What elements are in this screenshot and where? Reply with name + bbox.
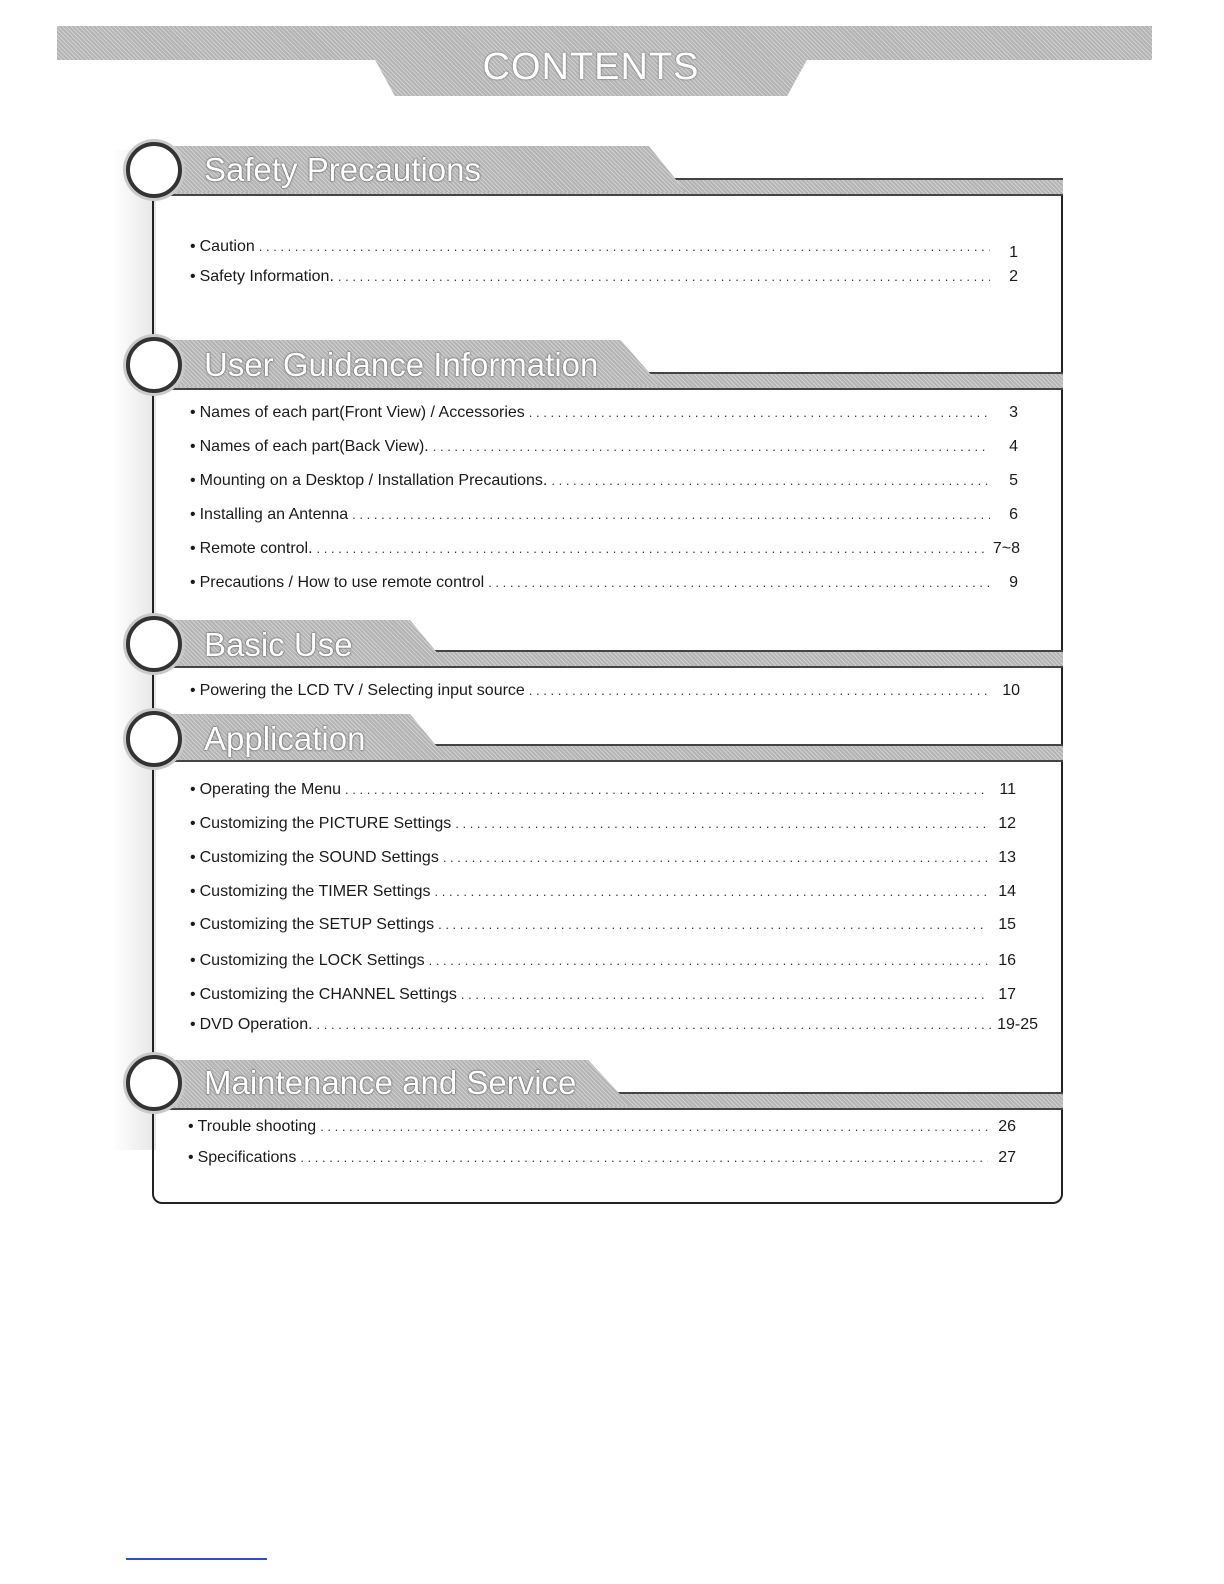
toc-entry[interactable]: • Caution . . . 1: [190, 238, 1018, 256]
toc-entry-label: Safety Information.: [199, 268, 334, 285]
toc-entry-label: Customizing the SOUND Settings: [199, 849, 439, 866]
dot-leader: [317, 541, 989, 556]
dot-leader: [443, 850, 988, 865]
dot-leader: [438, 917, 988, 932]
toc-entry[interactable]: • Names of each part(Back View). . . . 4: [190, 438, 1018, 456]
footer-line: [126, 1558, 267, 1560]
toc-entry-label: Trouble shooting: [197, 1118, 317, 1135]
dot-leader: [529, 405, 990, 420]
toc-entry-label: Caution: [199, 238, 255, 255]
toc-entry-label: Names of each part(Front View) / Accessories: [199, 404, 525, 421]
section-circle: [126, 616, 182, 672]
page-title: CONTENTS: [482, 46, 700, 88]
toc-entry-label: Names of each part(Back View).: [199, 438, 429, 455]
toc-entry[interactable]: • Installing an Antenna . . . 6: [190, 506, 1018, 524]
toc-entry-page: 4: [1009, 438, 1018, 455]
toc-entry-page: 6: [1009, 506, 1018, 523]
toc-entry-label: Installing an Antenna: [199, 506, 349, 523]
dot-leader: [433, 439, 990, 454]
dot-leader: [320, 1119, 988, 1134]
dot-leader: [435, 884, 988, 899]
toc-entry[interactable]: • Customizing the LOCK Settings . . . 16: [190, 952, 1016, 970]
toc-entry-label: DVD Operation.: [199, 1016, 313, 1033]
toc-entry-page: 17: [998, 986, 1016, 1003]
dot-leader: [529, 683, 992, 698]
toc-entry-page: 13: [998, 849, 1016, 866]
toc-entry-page: 3: [1009, 404, 1018, 421]
toc-entry-page: 19-25: [997, 1016, 1038, 1033]
dot-leader: [461, 987, 988, 1002]
toc-entry-page: 12: [998, 815, 1016, 832]
toc-entry[interactable]: • Names of each part(Front View) / Accessories . . . 3: [190, 404, 1018, 422]
section-circle: [126, 1055, 182, 1111]
toc-entry-label: Customizing the LOCK Settings: [199, 952, 425, 969]
toc-entry[interactable]: • Powering the LCD TV / Selecting input source . . . 10: [190, 682, 1020, 700]
toc-entry-page: 2: [1009, 268, 1018, 285]
toc-entry[interactable]: • Precautions / How to use remote control . . . 9: [190, 574, 1018, 592]
toc-entry-label: Precautions / How to use remote control: [199, 574, 485, 591]
dot-leader: [259, 239, 990, 254]
toc-entry-label: Remote control.: [199, 540, 313, 557]
toc-entry-label: Operating the Menu: [199, 781, 342, 798]
section-circle: [126, 337, 182, 393]
dot-leader: [455, 816, 988, 831]
toc-entry-label: Customizing the PICTURE Settings: [199, 815, 452, 832]
toc-entry[interactable]: • Specifications . . . 27: [188, 1149, 1016, 1167]
toc-entry[interactable]: • Customizing the SOUND Settings . . . 13: [190, 849, 1016, 867]
section-circle: [126, 142, 182, 198]
toc-entry-page: 7~8: [992, 540, 1020, 557]
section-title: Maintenance and Service: [204, 1064, 577, 1101]
toc-entry-label: Customizing the TIMER Settings: [199, 883, 431, 900]
section-circle: [126, 711, 182, 767]
toc-entry-page: 1: [1009, 244, 1018, 261]
toc-entry-label: Customizing the SETUP Settings: [199, 916, 435, 933]
toc-entry-page: 5: [1009, 472, 1018, 489]
section-title: Safety Precautions: [204, 151, 481, 188]
dot-leader: [488, 575, 990, 590]
toc-entry[interactable]: • Mounting on a Desktop / Installation Precautions. . . . 5: [190, 472, 1018, 490]
dot-leader: [551, 473, 990, 488]
toc-entry-label: Specifications: [197, 1149, 297, 1166]
toc-entry-page: 27: [998, 1149, 1016, 1166]
dot-leader: [352, 507, 990, 522]
toc-entry-page: 16: [998, 952, 1016, 969]
toc-entry[interactable]: • Trouble shooting . . . 26: [188, 1118, 1016, 1136]
toc-entry-page: 26: [998, 1118, 1016, 1135]
toc-entry-page: 11: [999, 781, 1016, 798]
dot-leader: [317, 1017, 994, 1032]
toc-entry[interactable]: • Remote control. . . . 7~8: [190, 540, 1020, 558]
toc-entry[interactable]: • Customizing the CHANNEL Settings . . . 17: [190, 986, 1016, 1004]
toc-entry-label: Powering the LCD TV / Selecting input source: [199, 682, 525, 699]
dot-leader: [429, 953, 988, 968]
dot-leader: [338, 269, 990, 284]
toc-entry[interactable]: • Safety Information. . . . 2: [190, 268, 1018, 286]
toc-entry[interactable]: • Operating the Menu . . . 11: [190, 781, 1016, 799]
toc-entry[interactable]: • Customizing the TIMER Settings . . . 14: [190, 883, 1016, 901]
toc-entry[interactable]: • Customizing the PICTURE Settings . . . 12: [190, 815, 1016, 833]
section-title: Basic Use: [204, 626, 353, 663]
dot-leader: [300, 1150, 988, 1165]
toc-entry-page: 14: [998, 883, 1016, 900]
section-title: User Guidance Information: [204, 346, 599, 383]
toc-entry-page: 15: [998, 916, 1016, 933]
toc-entry-page: 9: [1009, 574, 1018, 591]
section-title: Application: [204, 720, 366, 757]
toc-entry-label: Customizing the CHANNEL Settings: [199, 986, 457, 1003]
toc-entry-page: 10: [1002, 682, 1020, 699]
dot-leader: [345, 782, 988, 797]
toc-entry[interactable]: • Customizing the SETUP Settings . . . 15: [190, 916, 1016, 934]
toc-entry[interactable]: • DVD Operation. . . . 19-25: [190, 1016, 1038, 1034]
toc-entry-label: Mounting on a Desktop / Installation Precautions.: [199, 472, 548, 489]
